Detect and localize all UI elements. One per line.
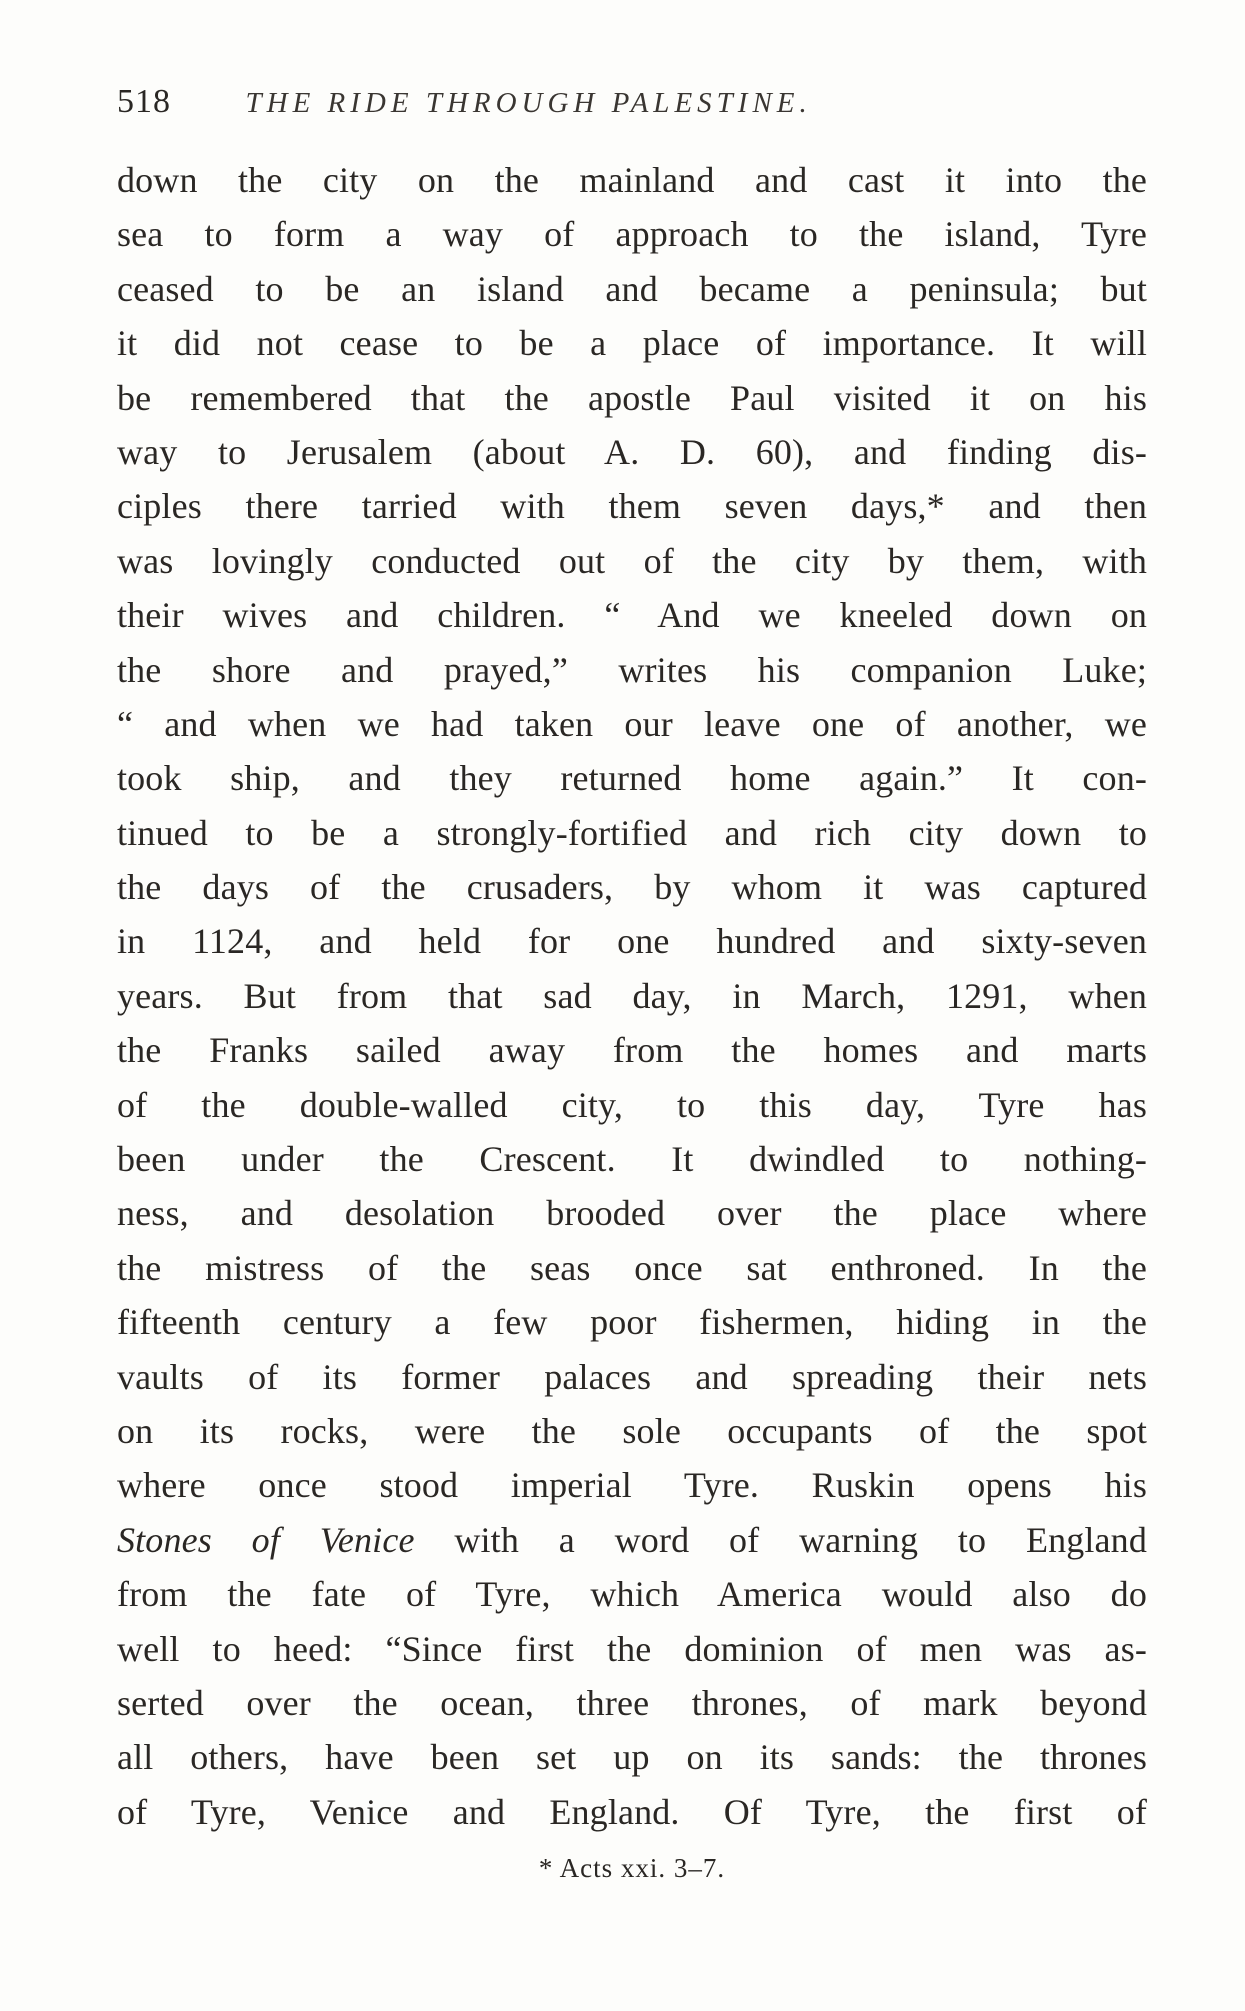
text-line: fifteenth century a few poor fishermen, hiding in the [117,1302,1147,1343]
text-line: years. But from that sad day, in March, 1291, when [117,975,1147,1016]
text-line: took ship, and they returned home again.” It con- [117,758,1147,799]
text-line: the shore and prayed,” writes his companion Luke; [117,649,1147,690]
text-line: the Franks sailed away from the homes and marts [117,1030,1147,1071]
text-line: sea to form a way of approach to the island, Tyre [117,214,1147,255]
text-line: from the fate of Tyre, which America would also do [117,1574,1147,1615]
text-line: the mistress of the seas once sat enthroned. In the [117,1247,1147,1288]
text-line: ciples there tarried with them seven days,* and then [117,486,1147,527]
footnote: * Acts xxi. 3–7. [538,1853,726,1883]
text-line: on its rocks, were the sole occupants of the spot [117,1410,1147,1451]
text-line: ness, and desolation brooded over the place where [117,1193,1147,1234]
text-line: vaults of its former palaces and spreading their nets [117,1356,1147,1397]
text-line-rest: with a word of warning to England [414,1519,1147,1560]
text-line: “ and when we had taken our leave one of another, we [117,703,1147,744]
text-line: was lovingly conducted out of the city by them, with [117,540,1147,581]
text-line: tinued to be a strongly-fortified and rich city down to [117,812,1147,853]
body-text [117,153,1147,1839]
text-line: all others, have been set up on its sands: the thrones [117,1737,1147,1778]
text-line: ceased to be an island and became a peninsula; but [117,268,1147,309]
text-line: be remembered that the apostle Paul visited it on his [117,377,1147,418]
page-header [117,72,1147,132]
text-line: where once stood imperial Tyre. Ruskin opens his [117,1465,1147,1506]
text-line: in 1124, and held for one hundred and sixty-seven [117,921,1147,962]
text-line: their wives and children. “ And we kneeled down on [117,595,1147,636]
text-line: down the city on the mainland and cast it into the [117,160,1147,200]
text-line: well to heed: “Since first the dominion of men was as- [117,1628,1147,1669]
text-line: way to Jerusalem (about A. D. 60), and finding dis- [117,431,1147,472]
text-line: been under the Crescent. It dwindled to nothing- [117,1139,1147,1180]
text-line: of the double-walled city, to this day, Tyre has [117,1084,1147,1125]
text-line: of Tyre, Venice and England. Of Tyre, the first of [117,1791,1147,1832]
book-title-italic: Stones of Venice [117,1519,415,1560]
text-line: serted over the ocean, three thrones, of mark beyond [117,1682,1147,1723]
text-line: it did not cease to be a place of importance. It will [117,323,1147,364]
text-line-with-title [117,1513,1147,1567]
text-line: the days of the crusaders, by whom it was captured [117,867,1147,908]
page-number: 518 [117,83,171,120]
running-title: THE RIDE THROUGH PALESTINE. [245,87,812,119]
